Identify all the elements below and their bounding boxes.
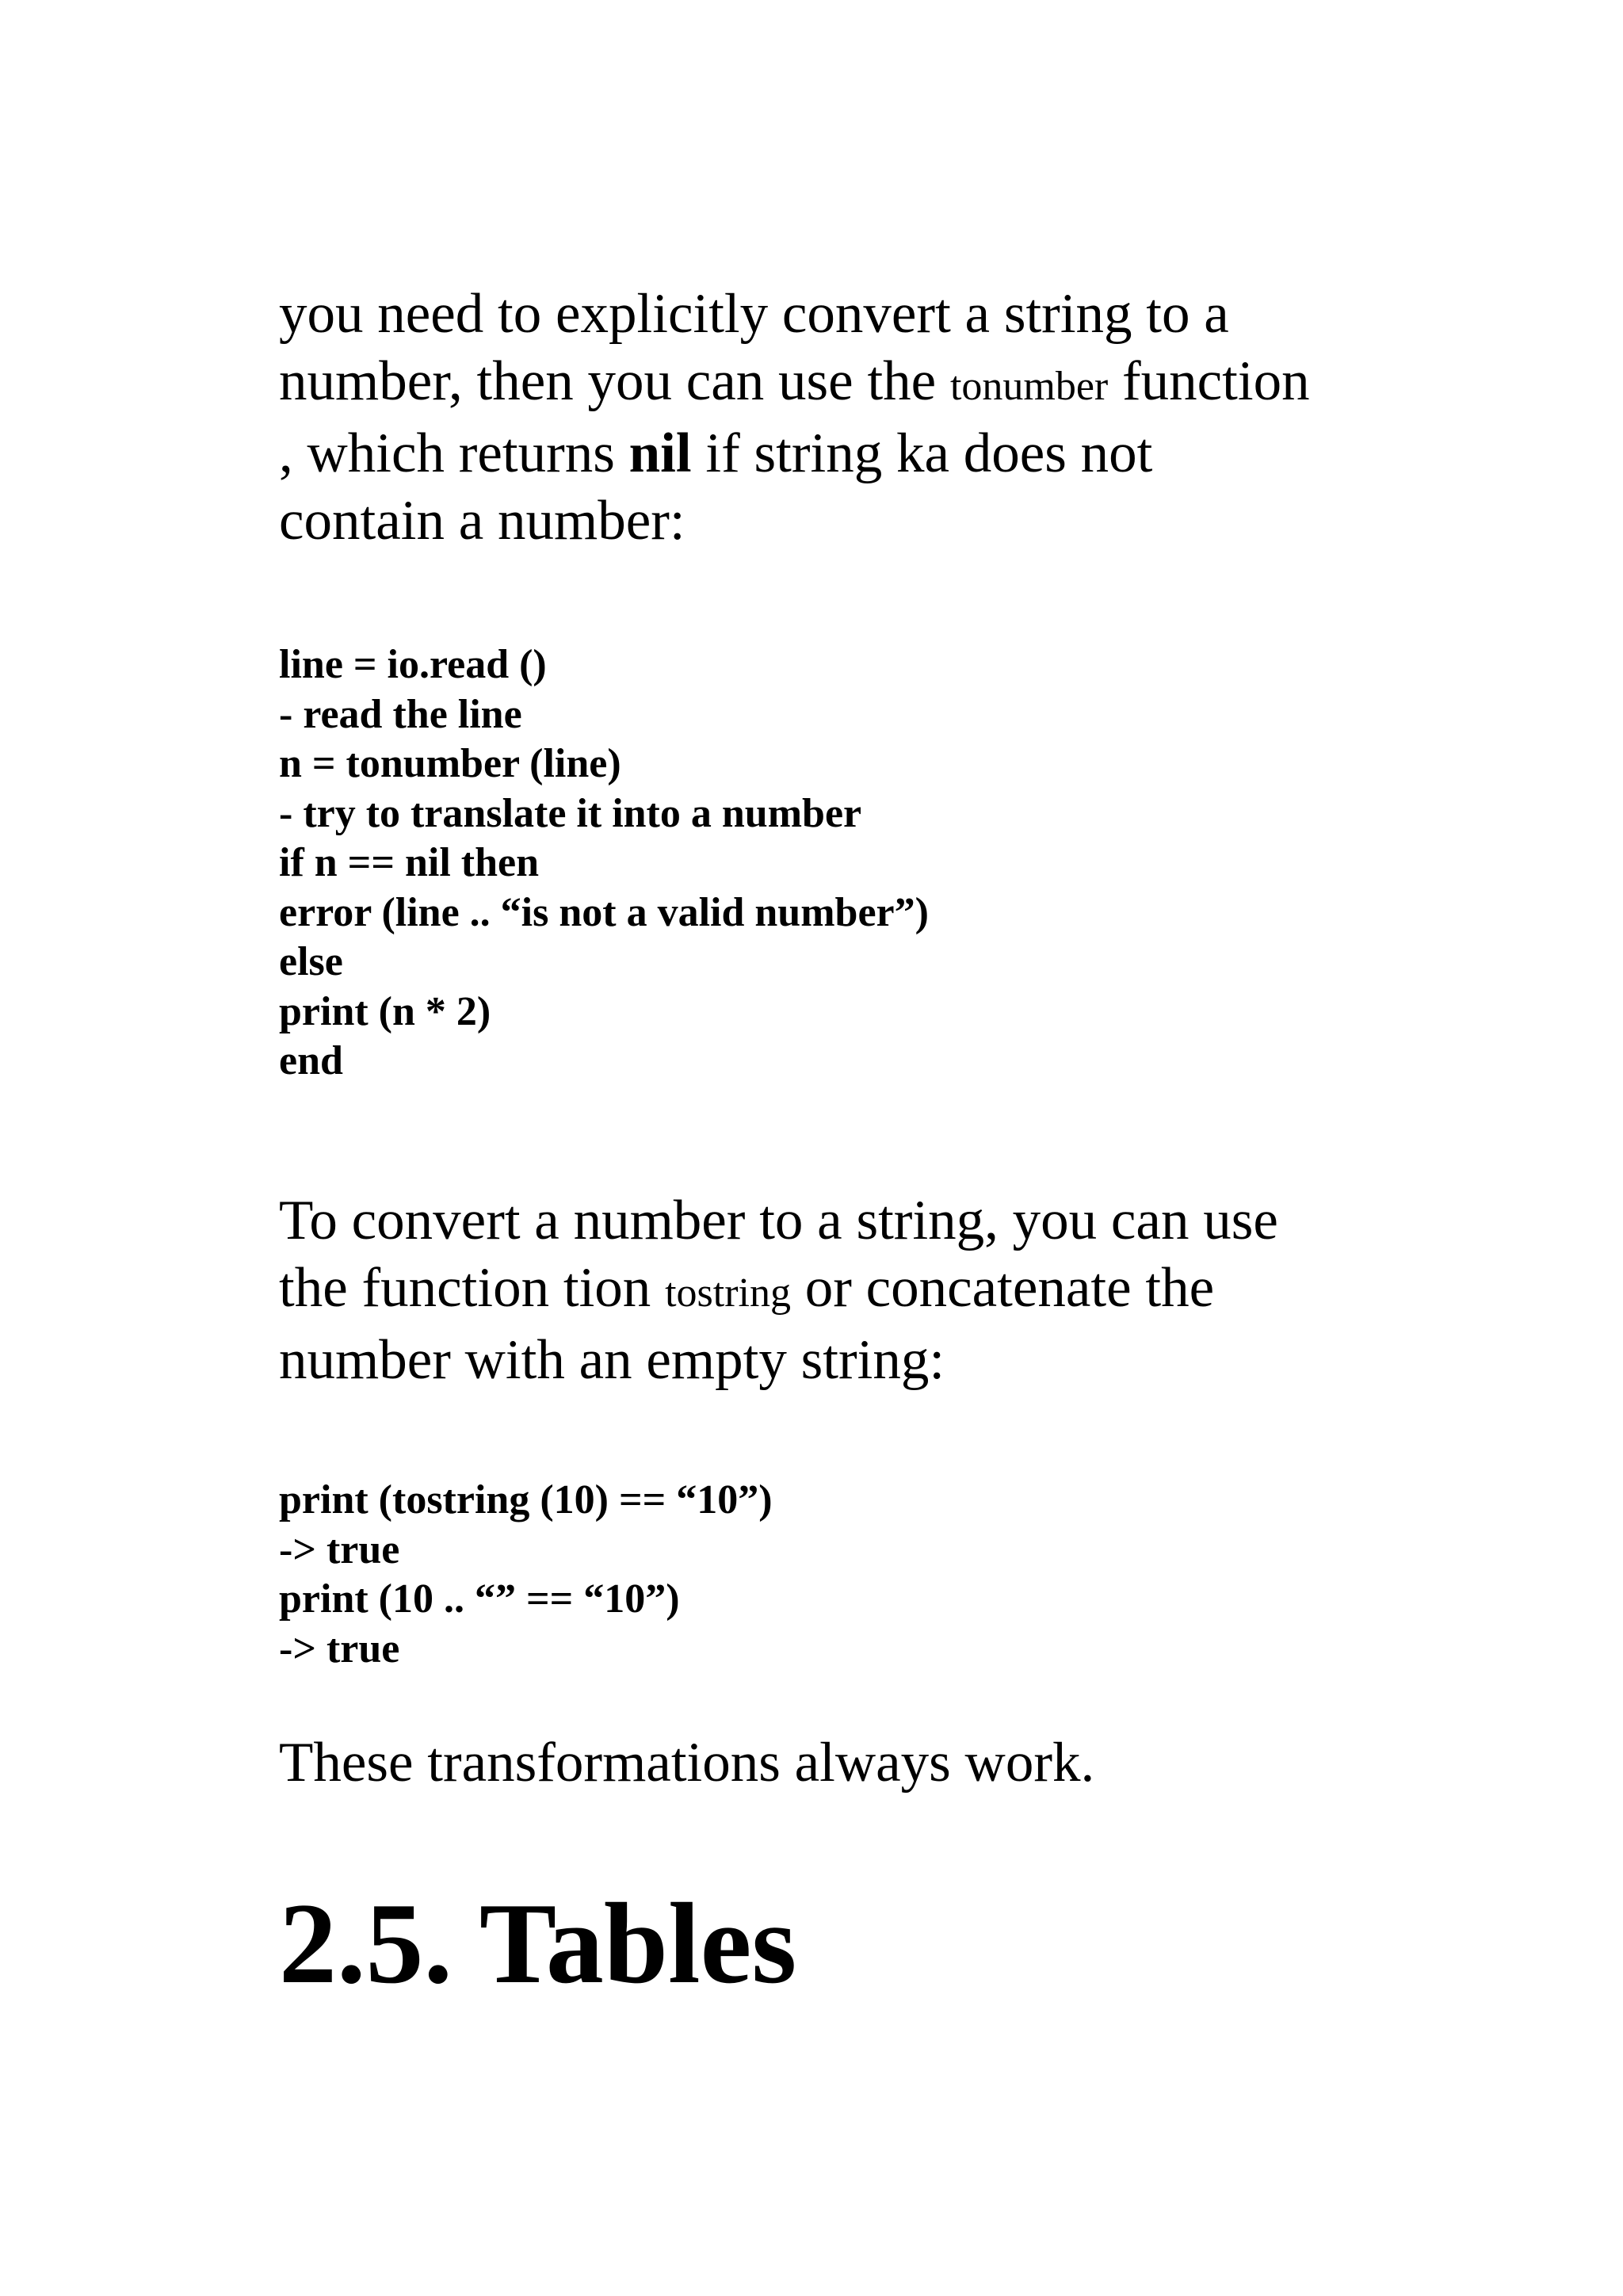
paragraph-line [279, 1255, 1388, 1327]
paragraph-line: number with an empty string: [279, 1329, 945, 1391]
code-line: end [279, 1038, 343, 1083]
text-run: , which returns [279, 422, 629, 484]
text-run: the function tion [279, 1257, 666, 1319]
text-run: number, then you can use the [279, 350, 950, 412]
code-line: -> true [279, 1526, 400, 1572]
code-line: - try to translate it into a number [279, 790, 862, 836]
paragraph-line: contain a number: [279, 490, 685, 552]
code-line: error (line .. “is not a valid number”) [279, 889, 929, 935]
code-line: -> true [279, 1626, 400, 1671]
paragraph-line: To convert a number to a string, you can use [279, 1190, 1278, 1251]
section-heading: 2.5. Tables [279, 1879, 797, 2008]
code-line: line = io.read () [279, 642, 547, 687]
text-run: if string ka does not [691, 422, 1153, 484]
code-block-tostring [279, 1476, 1388, 1674]
bold-nil: nil [628, 422, 692, 484]
code-line: print (10 .. “” == “10”) [279, 1576, 680, 1622]
code-line: - read the line [279, 691, 522, 737]
text-run: function [1108, 350, 1310, 412]
code-line: print (n * 2) [279, 988, 491, 1034]
code-line: if n == nil then [279, 840, 539, 885]
paragraph-conclusion [279, 1729, 1388, 1797]
inline-code-tostring: tostring [665, 1270, 791, 1316]
code-line: else [279, 939, 343, 984]
paragraph-line: These transformations always work. [279, 1732, 1095, 1794]
text-run: or concatenate the [790, 1257, 1215, 1319]
paragraph-line: you need to explicitly convert a string to a [279, 283, 1229, 345]
paragraph-line [279, 420, 1388, 487]
inline-code-tonumber: tonumber [949, 364, 1109, 409]
paragraph-line [279, 348, 1388, 420]
code-block-tonumber [279, 640, 1388, 1087]
paragraph-tonumber-intro [279, 281, 1388, 555]
paragraph-tostring-intro [279, 1187, 1388, 1394]
code-line: n = tonumber (line) [279, 741, 621, 786]
code-line: print (tostring (10) == “10”) [279, 1477, 773, 1522]
